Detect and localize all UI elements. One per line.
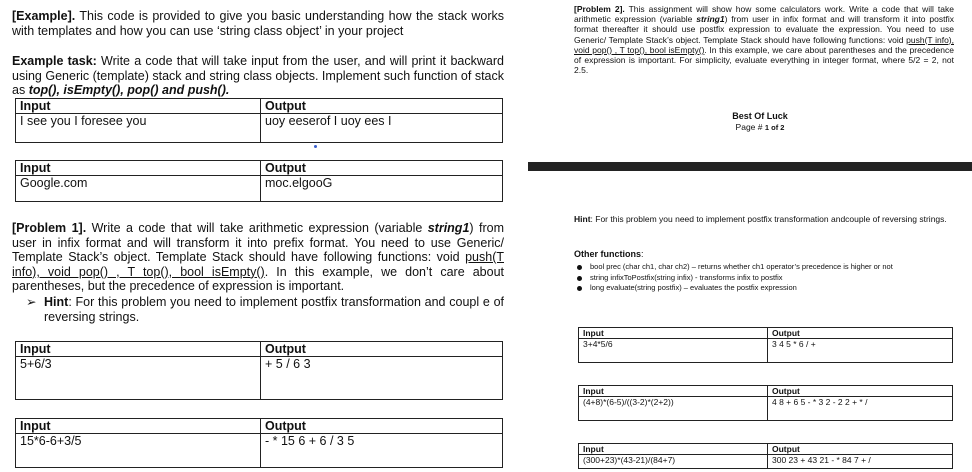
list-item [574, 273, 964, 284]
bullet-icon [577, 286, 582, 291]
table-input-cell: I see you I foresee you [16, 114, 261, 143]
problem1-label: [Problem 1]. [12, 221, 87, 235]
list-item-text: string infixToPostfix(string infix) - transforms infix to postfix [590, 272, 783, 282]
problem2-table-3 [578, 443, 953, 469]
table-output-cell: 300 23 + 43 21 - * 84 7 + / [768, 455, 953, 469]
page-prefix: Page # [735, 122, 765, 132]
problem2-hint [574, 214, 964, 224]
problem2-label: [Problem 2]. [574, 4, 625, 14]
table-input-cell: Google.com [16, 176, 261, 202]
problem1-text-2: ) from user in infix format and will transform it into prefix format. You need to use Generic/ Template Stack’s object. Template Stack should have following functions: void [12, 221, 504, 265]
table-output-cell: moc.elgooG [261, 176, 503, 202]
problem1-functions: push(T info), void pop() , T top(), bool isEmpty() [12, 250, 504, 279]
table-input-cell: (300+23)*(43-21)/(84+7) [579, 455, 768, 469]
table-input-header: Input [16, 342, 261, 357]
example-table-1 [15, 98, 503, 143]
list-item [574, 283, 964, 294]
table-output-cell: 3 4 5 * 6 / + [768, 339, 953, 363]
hint-label: Hint [44, 295, 69, 309]
problem1-text-3: . In this example, we don’t care about parentheses, but the precedence of expression is important. [12, 264, 505, 294]
problem1-hint [26, 295, 504, 324]
table-input-header: Input [16, 419, 261, 434]
table-input-header: Input [579, 444, 768, 455]
page-of: of [769, 123, 781, 132]
example-text: This code is provided to give you basic understanding how the stack works with templates and how you can use ‘string class object’ in your project [12, 9, 504, 38]
problem1-paragraph [12, 221, 504, 294]
problem1-text-1: Write a code that will take arithmetic expression (variable [86, 221, 428, 235]
table-input-header: Input [16, 161, 261, 176]
table-input-cell: (4+8)*(6-5)/((3-2)*(2+2)) [579, 397, 768, 421]
problem2-text-2: ) from user in infix format and will transform it into postfix format thereafter it should use postfix expression to evaluate the expression. You need to use Generic/ Template Stack’s object. Template Stack should have following functions: void [574, 14, 954, 45]
hint-label: Hint [574, 214, 591, 224]
page-number [660, 122, 860, 132]
best-of-luck: Best Of Luck [732, 111, 788, 121]
table-output-header: Output [768, 386, 953, 397]
list-item-text: long evaluate(string postfix) – evaluates the postfix expression [590, 283, 797, 292]
list-item-text: bool prec (char ch1, char ch2) – returns whether ch1 operator’s precedence is higher or not [590, 262, 893, 271]
example-task-text: Write a code that will take input from the user, and will print it backward using Generic (template) stack and string class objects. Implement such function of stack as [12, 54, 504, 98]
table-output-cell: - * 15 6 + 6 / 3 5 [261, 434, 503, 468]
problem2-table-1 [578, 327, 953, 363]
example-label: [Example]. [12, 9, 76, 23]
arrow-bullet-icon: ➢ [26, 295, 37, 309]
example-task-paragraph [12, 54, 504, 98]
table-output-header: Output [261, 161, 503, 176]
table-output-header: Output [261, 99, 503, 114]
example-paragraph [12, 9, 504, 38]
table-input-cell: 15*6-6+3/5 [16, 434, 261, 468]
table-input-header: Input [579, 328, 768, 339]
problem2-text-1: This assignment will show how some calculators work. Write a code that will take arithmetic expression (variable [574, 4, 954, 25]
table-input-cell: 3+4*5/6 [579, 339, 768, 363]
other-functions-title [574, 249, 644, 259]
bullet-icon [577, 265, 582, 270]
bullet-icon [577, 276, 582, 281]
example-table-2 [15, 160, 503, 202]
other-functions-label: Other functions [574, 249, 641, 259]
other-functions-colon: : [641, 249, 644, 259]
table-input-cell: 5+6/3 [16, 357, 261, 400]
table-output-cell: + 5 / 6 3 [261, 357, 503, 400]
problem1-table-2 [15, 418, 503, 468]
table-output-cell: uoy eeserof I uoy ees I [261, 114, 503, 143]
table-output-header: Output [768, 444, 953, 455]
table-output-header: Output [261, 342, 503, 357]
problem1-variable: string1 [427, 221, 470, 235]
problem2-functions: push(T info), void pop() , T top(), bool isEmpty() [574, 34, 954, 55]
page-total: 2 [780, 123, 785, 132]
list-item [574, 262, 964, 273]
table-input-header: Input [16, 99, 261, 114]
example-task-label: Example task: [12, 54, 97, 68]
table-output-header: Output [261, 419, 503, 434]
page-current: 1 [764, 123, 770, 132]
table-output-cell: 4 8 + 6 5 - * 3 2 - 2 2 + * / [768, 397, 953, 421]
problem2-paragraph [574, 4, 954, 75]
hint-text: : For this problem you need to implement postfix transformation and coupl e of reversing strings. [44, 295, 504, 324]
problem2-variable: string1 [696, 14, 725, 25]
problem2-table-2 [578, 385, 953, 421]
table-input-header: Input [579, 386, 768, 397]
problem2-text-3: . In this example, we care about parentheses and the precedence of expression is important. For simplicity, evaluate everything in integer format, where 5/2 = 2, not 2.5. [574, 44, 954, 76]
right-page [520, 0, 972, 472]
hint-text: : For this problem you need to implement postfix transformation andcouple of reversing strings. [590, 214, 947, 224]
problem1-table-1 [15, 341, 503, 400]
stray-dot [314, 145, 317, 148]
example-task-functions: top(), isEmpty(), pop() and push(). [28, 83, 230, 98]
table-output-header: Output [768, 328, 953, 339]
other-functions-list [574, 262, 964, 294]
